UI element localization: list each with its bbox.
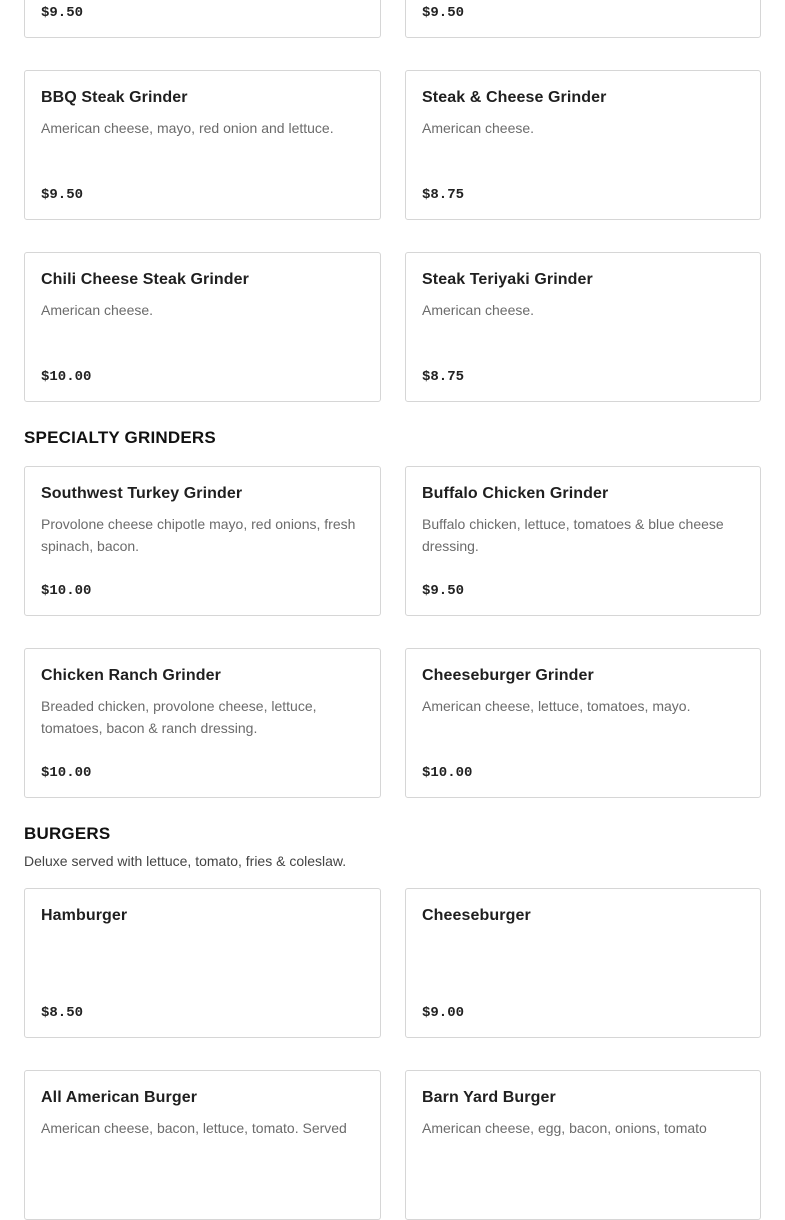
menu-item-card[interactable] — [405, 1070, 761, 1220]
item-description: Provolone cheese chipotle mayo, red onions, fresh spinach, bacon. — [41, 516, 356, 554]
item-price: $10.00 — [41, 369, 92, 385]
item-name: Buffalo Chicken Grinder — [422, 485, 609, 502]
item-price: $10.00 — [41, 765, 92, 781]
menu-item-card[interactable] — [24, 648, 381, 798]
item-description: American cheese, mayo, red onion and lettuce. — [41, 120, 334, 136]
item-price: $9.50 — [41, 187, 84, 203]
item-price: $9.50 — [422, 5, 465, 21]
item-price: $8.50 — [41, 1005, 84, 1021]
item-description: American cheese. — [422, 120, 535, 136]
item-description: Breaded chicken, provolone cheese, lettuce, tomatoes, bacon & ranch dressing. — [41, 698, 317, 736]
menu-item-card[interactable] — [405, 252, 761, 402]
item-description: American cheese, bacon, lettuce, tomato. Served — [41, 1120, 347, 1136]
menu-item-card[interactable] — [405, 648, 761, 798]
section-title-burgers: BURGERS — [24, 824, 111, 843]
item-price: $8.75 — [422, 369, 465, 385]
item-name: Steak Teriyaki Grinder — [422, 271, 593, 288]
menu-item-card[interactable] — [405, 466, 761, 616]
item-name: Steak & Cheese Grinder — [422, 89, 607, 106]
menu-item-card[interactable] — [405, 888, 761, 1038]
item-name: Cheeseburger — [422, 907, 531, 924]
item-description: American cheese, lettuce, tomatoes, mayo. — [422, 698, 691, 714]
item-description: Buffalo chicken, lettuce, tomatoes & blue cheese dressing. — [422, 516, 724, 554]
menu-item-card[interactable] — [24, 888, 381, 1038]
item-name: Hamburger — [41, 907, 128, 924]
section-title-specialty-grinders: SPECIALTY GRINDERS — [24, 428, 216, 447]
item-price: $9.50 — [422, 583, 465, 599]
menu-item-card[interactable] — [24, 252, 381, 402]
item-description: American cheese. — [41, 302, 154, 318]
item-price: $10.00 — [422, 765, 473, 781]
menu-item-card[interactable] — [24, 1070, 381, 1220]
item-name: Southwest Turkey Grinder — [41, 485, 243, 502]
item-price: $10.00 — [41, 583, 92, 599]
item-name: Chicken Ranch Grinder — [41, 667, 221, 684]
item-name: BBQ Steak Grinder — [41, 89, 188, 106]
menu-item-card-partial[interactable] — [24, 0, 381, 38]
item-name: Chili Cheese Steak Grinder — [41, 271, 250, 288]
item-price: $9.00 — [422, 1005, 465, 1021]
menu-item-card[interactable] — [24, 70, 381, 220]
menu-item-card[interactable] — [405, 70, 761, 220]
item-description: American cheese. — [422, 302, 535, 318]
item-description: American cheese, egg, bacon, onions, tomato — [422, 1120, 707, 1136]
menu-item-card[interactable] — [24, 466, 381, 616]
section-note-burgers: Deluxe served with lettuce, tomato, fries & coleslaw. — [24, 853, 347, 869]
item-name: All American Burger — [41, 1089, 198, 1106]
item-name: Cheeseburger Grinder — [422, 667, 594, 684]
item-name: Barn Yard Burger — [422, 1089, 556, 1106]
item-price: $9.50 — [41, 5, 84, 21]
menu-item-card-partial[interactable] — [405, 0, 761, 38]
item-price: $8.75 — [422, 187, 465, 203]
